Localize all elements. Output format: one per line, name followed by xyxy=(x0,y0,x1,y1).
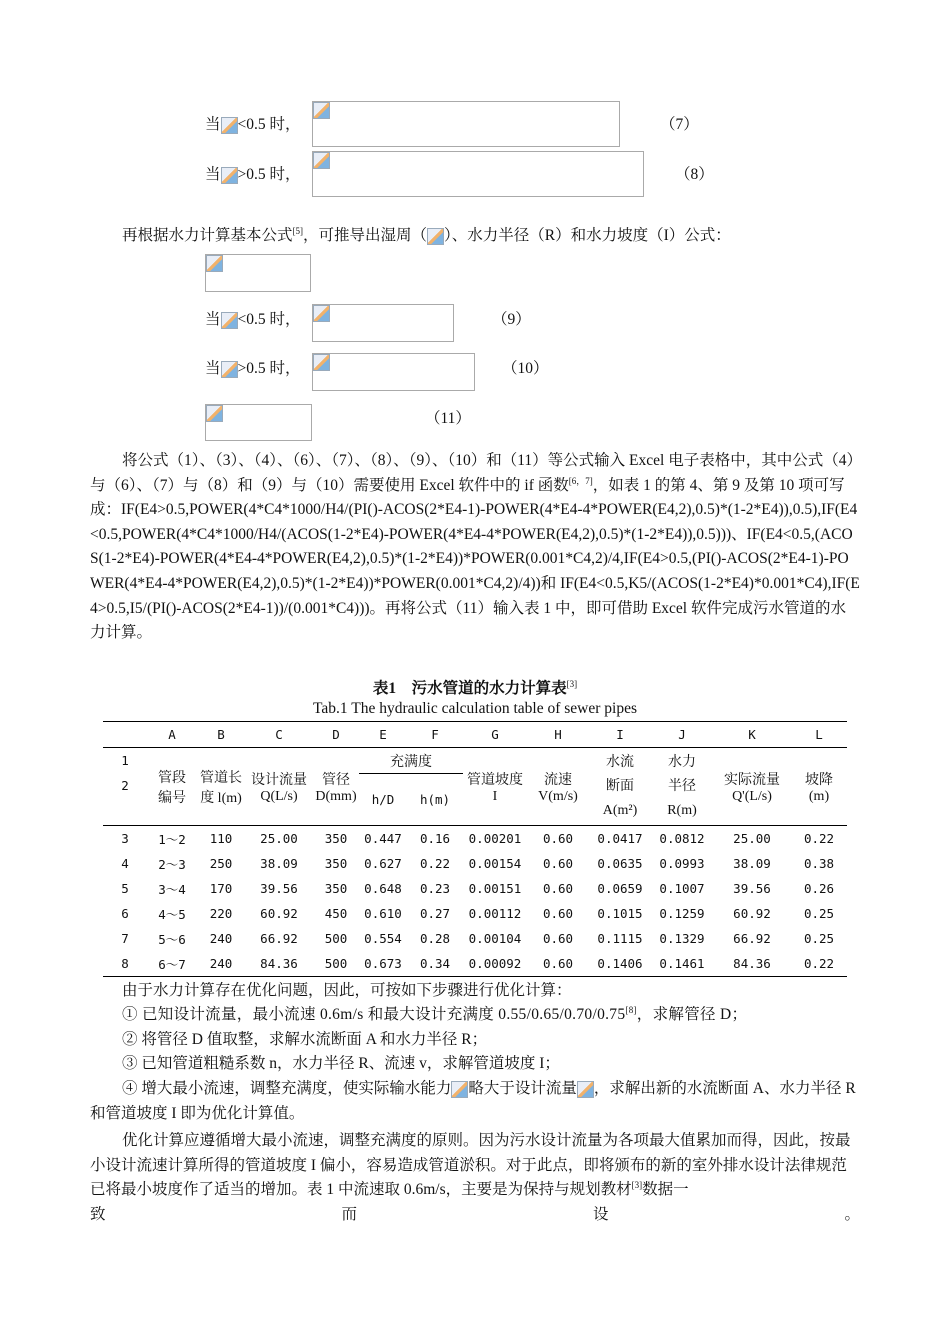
formula-image-icon xyxy=(206,255,223,272)
table-cell: 240 xyxy=(209,931,233,946)
table-cell: 60.92 xyxy=(260,906,298,921)
equation-number: （9） xyxy=(492,311,531,328)
formula-image-icon xyxy=(221,361,238,378)
formula-line-9: 当 <0.5 时， xyxy=(205,311,301,328)
table-cell: 38.09 xyxy=(260,856,298,871)
table-cell: 0.23 xyxy=(419,881,451,896)
equation-number: （10） xyxy=(502,360,549,377)
table-cell: 0.1329 xyxy=(659,931,705,946)
table-cell: 0.60 xyxy=(542,956,574,971)
table-cell: 2～3 xyxy=(158,856,186,872)
table-row xyxy=(103,926,847,951)
table-cell: 6～7 xyxy=(158,956,186,972)
formula-line-7: 当 <0.5 时， xyxy=(205,116,301,133)
table-cell: 0.22 xyxy=(803,956,835,971)
paragraph-excel-formulas: 将公式（1）、（3）、（4）、（6）、（7）、（8）、（9）、（10）和（11）等公式输入 Excel 电子表格中，其中公式（4）与（6）、（7）与（8）和（9）与（10）需要使用 Excel 软件中的 if 函数[6，7]，如表 1 的第 4、第 9 及第 10 项可写成：IF(E4>0.5,POWER(4*C4*1000/H4/(PI()-ACOS(2*E4-1)-POWER(4*E4-4*POWER(E4,2),0.5)*(1-2*E4)),0.5),IF(E4<0.5,POWER(4*C4*1000/H4/(ACOS(1-2*E4)-POWER(4*E4-4*POWER(E4,2),0.5)*(1-2*E4)),0.5)))、IF(E4<0.5,(ACOS(1-2*E4)-POWER(4*E4-4*POWER(E4,2),0.5)*(1-2*E4))*POWER(0.001*C4,2)/4,IF(E4>0.5,(PI()-ACOS(2*E4-1)-POWER(4*E4-4*POWER(E4,2),0.5)*(1-2*E4))*POWER(0.001*C4,2)/4))和 IF(E4<0.5,K5/(ACOS(1-2*E4)*0.001*C4),IF(E4>0.5,I5/(PI()-ACOS(2*E4-1))/(0.001*C4)))。再将公式（11）输入表 1 中，即可借助 Excel 软件完成污水管道的水力计算。 xyxy=(90,452,860,642)
table-cell: 0.0417 xyxy=(597,831,643,846)
table-cell: 0.22 xyxy=(803,831,835,846)
table-cell: 84.36 xyxy=(260,956,298,971)
table-row xyxy=(103,951,847,977)
table-cell: 0.60 xyxy=(542,856,574,871)
table-cell: 0.00092 xyxy=(468,956,522,971)
table-caption-cn: 表1 污水管道的水力计算表[3] xyxy=(372,679,578,697)
formula-image-icon xyxy=(206,405,223,422)
paragraph-optimization-principle: 优化计算应遵循增大最小流速，调整充满度的原则。因为污水设计流量为各项最大值累加而得，因此，按最小设计流速计算所得的管道坡度 I 偏小，容易造成管道淤积。对于此点，即将颁布的新的室外排水设计法律规范已将最小坡度作了适当的增加。表 1 中流速取 0.6m/s，主要是为保持与规划教材[3]数据一 xyxy=(90,1132,851,1199)
table-cell: 39.56 xyxy=(733,881,771,896)
table-cell: 8 xyxy=(121,956,129,971)
table-cell: 0.1406 xyxy=(597,956,643,971)
table-cell: 0.1259 xyxy=(659,906,705,921)
formula-image-icon xyxy=(313,152,330,169)
equation-number: （11） xyxy=(425,410,471,427)
formula-image-icon xyxy=(313,102,330,119)
table-cell: 0.16 xyxy=(419,831,451,846)
formula-image-icon xyxy=(427,228,444,245)
table-cell: 0.0993 xyxy=(659,856,705,871)
table-cell: 0.60 xyxy=(542,906,574,921)
table-cell: 0.27 xyxy=(419,906,451,921)
formula-image-icon xyxy=(221,167,238,184)
table-cell: 0.00154 xyxy=(468,856,522,871)
table-cell: 0.00112 xyxy=(468,906,522,921)
table-row xyxy=(103,876,847,901)
equation-number: （7） xyxy=(660,116,699,133)
table-cell: 0.447 xyxy=(364,831,402,846)
table-cell: 3～4 xyxy=(158,881,186,897)
table-cell: 0.554 xyxy=(364,931,402,946)
table-cell: 0.610 xyxy=(364,906,402,921)
paragraph-last-line: 致 而 设 。 xyxy=(90,1206,860,1223)
table-cell: 5～6 xyxy=(158,931,186,947)
table-cell: 25.00 xyxy=(733,831,771,846)
table-cell: 350 xyxy=(324,881,348,896)
formula-image-icon xyxy=(313,354,330,371)
table-cell: 0.25 xyxy=(803,906,835,921)
formula-image-icon xyxy=(221,312,238,329)
table-cell: 25.00 xyxy=(260,831,298,846)
table-row xyxy=(103,826,847,852)
table-cell: 0.28 xyxy=(419,931,451,946)
formula-box-11 xyxy=(205,404,312,441)
table-cell: 3 xyxy=(121,831,129,846)
hydraulic-calculation-table xyxy=(103,721,847,977)
table-cell: 240 xyxy=(209,956,233,971)
formula-image-icon xyxy=(313,305,330,322)
formula-image-icon xyxy=(577,1081,594,1098)
table-cell: 350 xyxy=(324,831,348,846)
step-3: ③ 已知管道粗糙系数 n，水力半径 R、流速 v，求解管道坡度 I； xyxy=(122,1055,560,1072)
table-cell: 1～2 xyxy=(158,831,186,847)
table-cell: 0.627 xyxy=(364,856,402,871)
table-cell: 4～5 xyxy=(158,906,186,922)
table-row xyxy=(103,901,847,926)
table-cell: 500 xyxy=(324,956,348,971)
table-cell: 0.34 xyxy=(419,956,451,971)
table-cell: 60.92 xyxy=(733,906,771,921)
table-cell: 66.92 xyxy=(733,931,771,946)
table-subheader-row: h/D h(m) xyxy=(103,774,847,826)
table-cell: 0.1015 xyxy=(597,906,643,921)
formula-line-10: 当 >0.5 时， xyxy=(205,360,301,377)
equation-number: （8） xyxy=(675,166,714,183)
table-caption-en: Tab.1 The hydraulic calculation table of sewer pipes xyxy=(312,700,637,717)
table-cell: 250 xyxy=(209,856,233,871)
table-cell: 170 xyxy=(209,881,233,896)
table-cell: 0.38 xyxy=(803,856,835,871)
table-cell: 38.09 xyxy=(733,856,771,871)
step-2: ② 将管径 D 值取整，求解水流断面 A 和水力半径 R； xyxy=(122,1031,488,1048)
formula-box-10 xyxy=(312,353,475,391)
table-cell: 0.648 xyxy=(364,881,402,896)
table-cell: 0.0812 xyxy=(659,831,705,846)
formula-box xyxy=(205,254,311,292)
table-cell: 7 xyxy=(121,931,129,946)
steps-intro: 由于水力计算存在优化问题，因此，可按如下步骤进行优化计算： xyxy=(122,982,572,999)
table-cell: 110 xyxy=(209,831,233,846)
table-cell: 0.0659 xyxy=(597,881,643,896)
table-cell: 0.0635 xyxy=(597,856,643,871)
table-cell: 350 xyxy=(324,856,348,871)
table-cell: 0.1007 xyxy=(659,881,705,896)
table-cell: 0.25 xyxy=(803,931,835,946)
column-letter-row: A B C D E F G H I J K L xyxy=(103,722,847,748)
table-cell: 84.36 xyxy=(733,956,771,971)
table-cell: 39.56 xyxy=(260,881,298,896)
table-cell: 0.60 xyxy=(542,881,574,896)
table-cell: 0.1115 xyxy=(597,931,643,946)
table-cell: 4 xyxy=(121,856,129,871)
table-cell: 0.60 xyxy=(542,831,574,846)
table-cell: 450 xyxy=(324,906,348,921)
formula-image-icon xyxy=(221,117,238,134)
table-cell: 0.22 xyxy=(419,856,451,871)
formula-box-8 xyxy=(312,151,644,197)
table-cell: 5 xyxy=(121,881,129,896)
table-cell: 0.673 xyxy=(364,956,402,971)
step-1: ① 已知设计流量，最小流速 0.6m/s 和最大设计充满度 0.55/0.65/0.70/0.75[8]，求解管径 D； xyxy=(122,1005,748,1023)
step-4: ④ 增大最小流速，调整充满度，使实际输水能力 略大于设计流量 ，求解出新的水流断面 A、水力半径 R 和管道坡度 I 即为优化计算值。 xyxy=(90,1080,856,1122)
table-cell: 0.1461 xyxy=(659,956,705,971)
table-cell: 0.60 xyxy=(542,931,574,946)
table-cell: 66.92 xyxy=(260,931,298,946)
table-cell: 0.26 xyxy=(803,881,835,896)
formula-line-8: 当 >0.5 时， xyxy=(205,166,301,183)
table-cell: 0.00104 xyxy=(468,931,522,946)
table-cell: 6 xyxy=(121,906,129,921)
table-cell: 500 xyxy=(324,931,348,946)
table-row xyxy=(103,851,847,876)
formula-box-9 xyxy=(312,304,454,342)
table-header-row: 1 2 管段 编号 管道长 度 l(m) 设计流量 Q(L/s) 管径 D(mm) 充满度 管道坡度 I 流速 V(m/s) 水流 断面 A(m²) 水力 半径 R(m) 实际流量 Q'(L/s) 坡降 (m) xyxy=(103,748,847,774)
formula-box-7 xyxy=(312,101,620,147)
table-cell: 220 xyxy=(209,906,233,921)
table-cell: 0.00151 xyxy=(468,881,522,896)
paragraph-wetted-perimeter: 再根据水力计算基本公式[5]，可推导出湿周（ ）、水力半径（R）和水力坡度（I）公式： xyxy=(122,226,731,244)
formula-image-icon xyxy=(451,1081,468,1098)
table-cell: 0.00201 xyxy=(468,831,522,846)
